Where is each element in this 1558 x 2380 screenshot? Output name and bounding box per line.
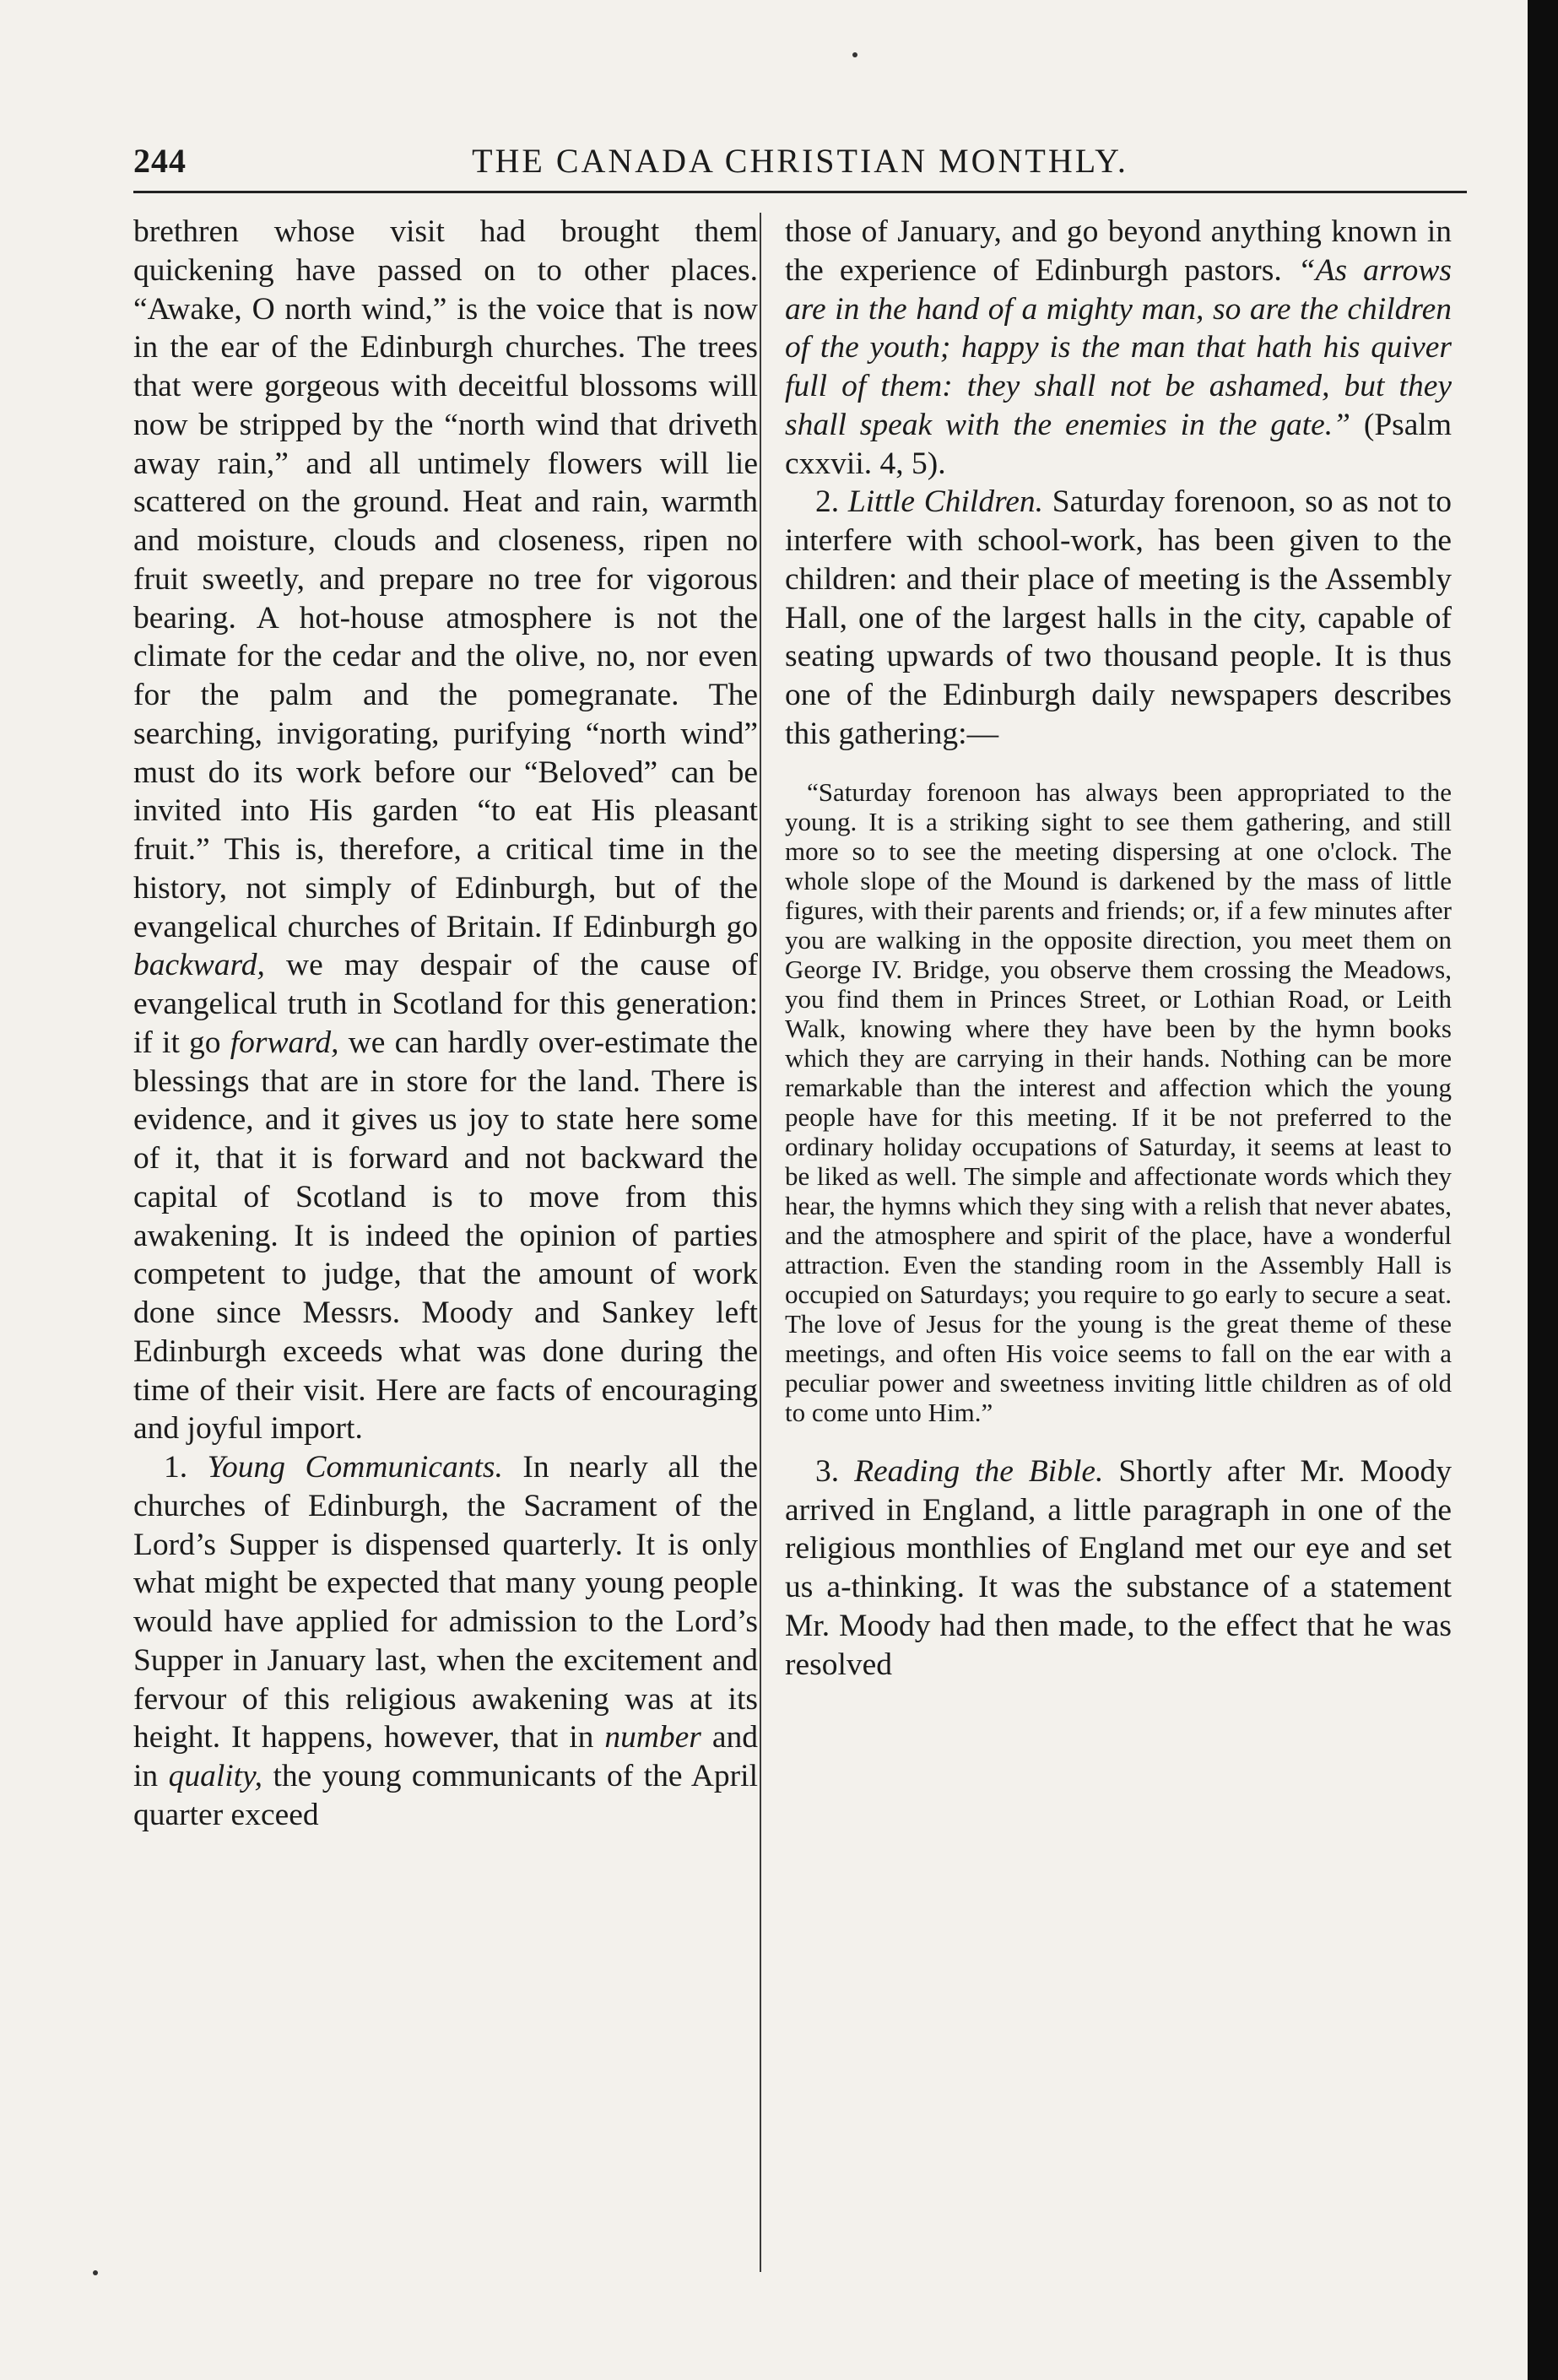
scan-edge-shadow xyxy=(1528,0,1558,2380)
paragraph-little-children: 2. Little Children. Saturday forenoon, so as not to interfere with school-work, has been given to the children: and their place of meeting is the Assembly Hall, one of the largest halls in the city, capable of seating upwards of two thousand people. It is thus one of the Edinburgh daily newspapers describes this gathering:— xyxy=(785,484,1453,751)
paragraph-reading-the-bible: 3. Reading the Bible. Shortly after Mr. Moody arrived in England, a little paragraph in one of the religious monthlies of England met our eye and set us a-thinking. It was the substance of a statement Mr. Moody had then made, to the effect that he was resolved xyxy=(785,1453,1453,1682)
page-header xyxy=(133,131,1467,190)
section-heading: Young Communicants. xyxy=(207,1450,503,1485)
page-number: 244 xyxy=(133,142,187,180)
paragraph: brethren whose visit had brought them quickening have passed on to other places. “Awake, O north wind,” is the voice that is now in the ear of the Edinburgh churches. The trees that were gorgeous with deceitful blossoms will now be stripped by the “north wind that driveth away rain,” and all untimely flowers will lie scattered on the ground. Heat and rain, warmth and moisture, clouds and closeness, ripen no fruit sweetly, and prepare no tree for vigorous bearing. A hot-house atmosphere is not the climate for the cedar and the olive, no, nor even for the palm and the pomegranate. The searching, invigorating, purifying “north wind” must do its work before our “Beloved” can be invited into His garden “to eat His pleasant fruit.” This is, therefore, a critical time in the history, not simply of Edinburgh, but of the evangelical churches of Britain. If Edinburgh go backward, we may despair of the cause of evangelical truth in Scotland for this generation: if it go forward, we can hardly over-estimate the blessings that are in store for the land. There is evidence, and it gives us joy to state here some of it, that it is forward and not backward the capital of Scotland is to move from this awakening. It is indeed the opinion of parties competent to judge, that the amount of work done since Messrs. Moody and Sankey left Edinburgh exceeds what was done during the time of their visit. Here are facts of encouraging and joyful import. xyxy=(133,214,759,1447)
section-heading: Little Children. xyxy=(847,484,1044,520)
newspaper-quote: “Saturday forenoon has always been appropriated to the young. It is a striking sight to see them gathering, and still more so to see the meeting dispersing at one o'clock. The whole slope of the Mound is darkened by the mass of little figures, with their parents and friends; or, if a few minutes after you are walking in the opposite direction, you meet them on George IV. Bridge, you observe them crossing the Meadows, you find them in Princes Street, or Lothian Road, or Leith Walk, knowing where they have been by the hymn books which they are carrying in their hands. Nothing can be more remarkable than the interest and affection which the young people have for this meeting. If it be not preferred to the ordinary holiday occupations of Saturday, it seems at least to be liked as well. The simple and affectionate words which they hear, the hymns which they sing with a relish that never abates, and the atmosphere and spirit of the place, have a wonderful attraction. Even the standing room in the Assembly Hall is occupied on Saturdays; you require to go early to secure a seat. The love of Jesus for the young is the great theme of these meetings, and often His voice seems to fall on the ear with a peculiar power and sweetness inviting little children as of old to come unto Him.” xyxy=(785,776,1452,1427)
running-title: THE CANADA CHRISTIAN MONTHLY. xyxy=(472,142,1128,180)
page xyxy=(84,0,1519,2380)
column-divider xyxy=(760,213,761,2272)
right-column xyxy=(785,213,1452,1684)
header-rule xyxy=(133,191,1467,193)
section-heading: Reading the Bible. xyxy=(854,1453,1104,1489)
scripture-quote: “As arrows are in the hand of a mighty man, so are the children of the youth; happy is the man that hath his quiver full of them: they shall not be ashamed, but they shall speak with the enemies in the gate.” xyxy=(785,252,1452,442)
paragraph-young-communicants: 1. Young Communicants. In nearly all the churches of Edinburgh, the Sacrament of the Lord’s Supper is dispensed quarterly. It is only what might be expected that many young people would have applied for admission to the Lord’s Supper in January last, when the excitement and fervour of this religious awakening was at its height. It happens, however, that in number and in quality, the young communicants of the April quarter exceed xyxy=(133,1450,759,1832)
left-column xyxy=(133,213,758,1835)
paragraph: those of January, and go beyond anything known in the experience of Edinburgh pastors. “As arrows are in the hand of a mighty man, so are the children of the youth; happy is the man that hath his quiver full of them: they shall not be ashamed, but they shall speak with the enemies in the gate.” (Psalm cxxvii. 4, 5). xyxy=(785,214,1453,481)
